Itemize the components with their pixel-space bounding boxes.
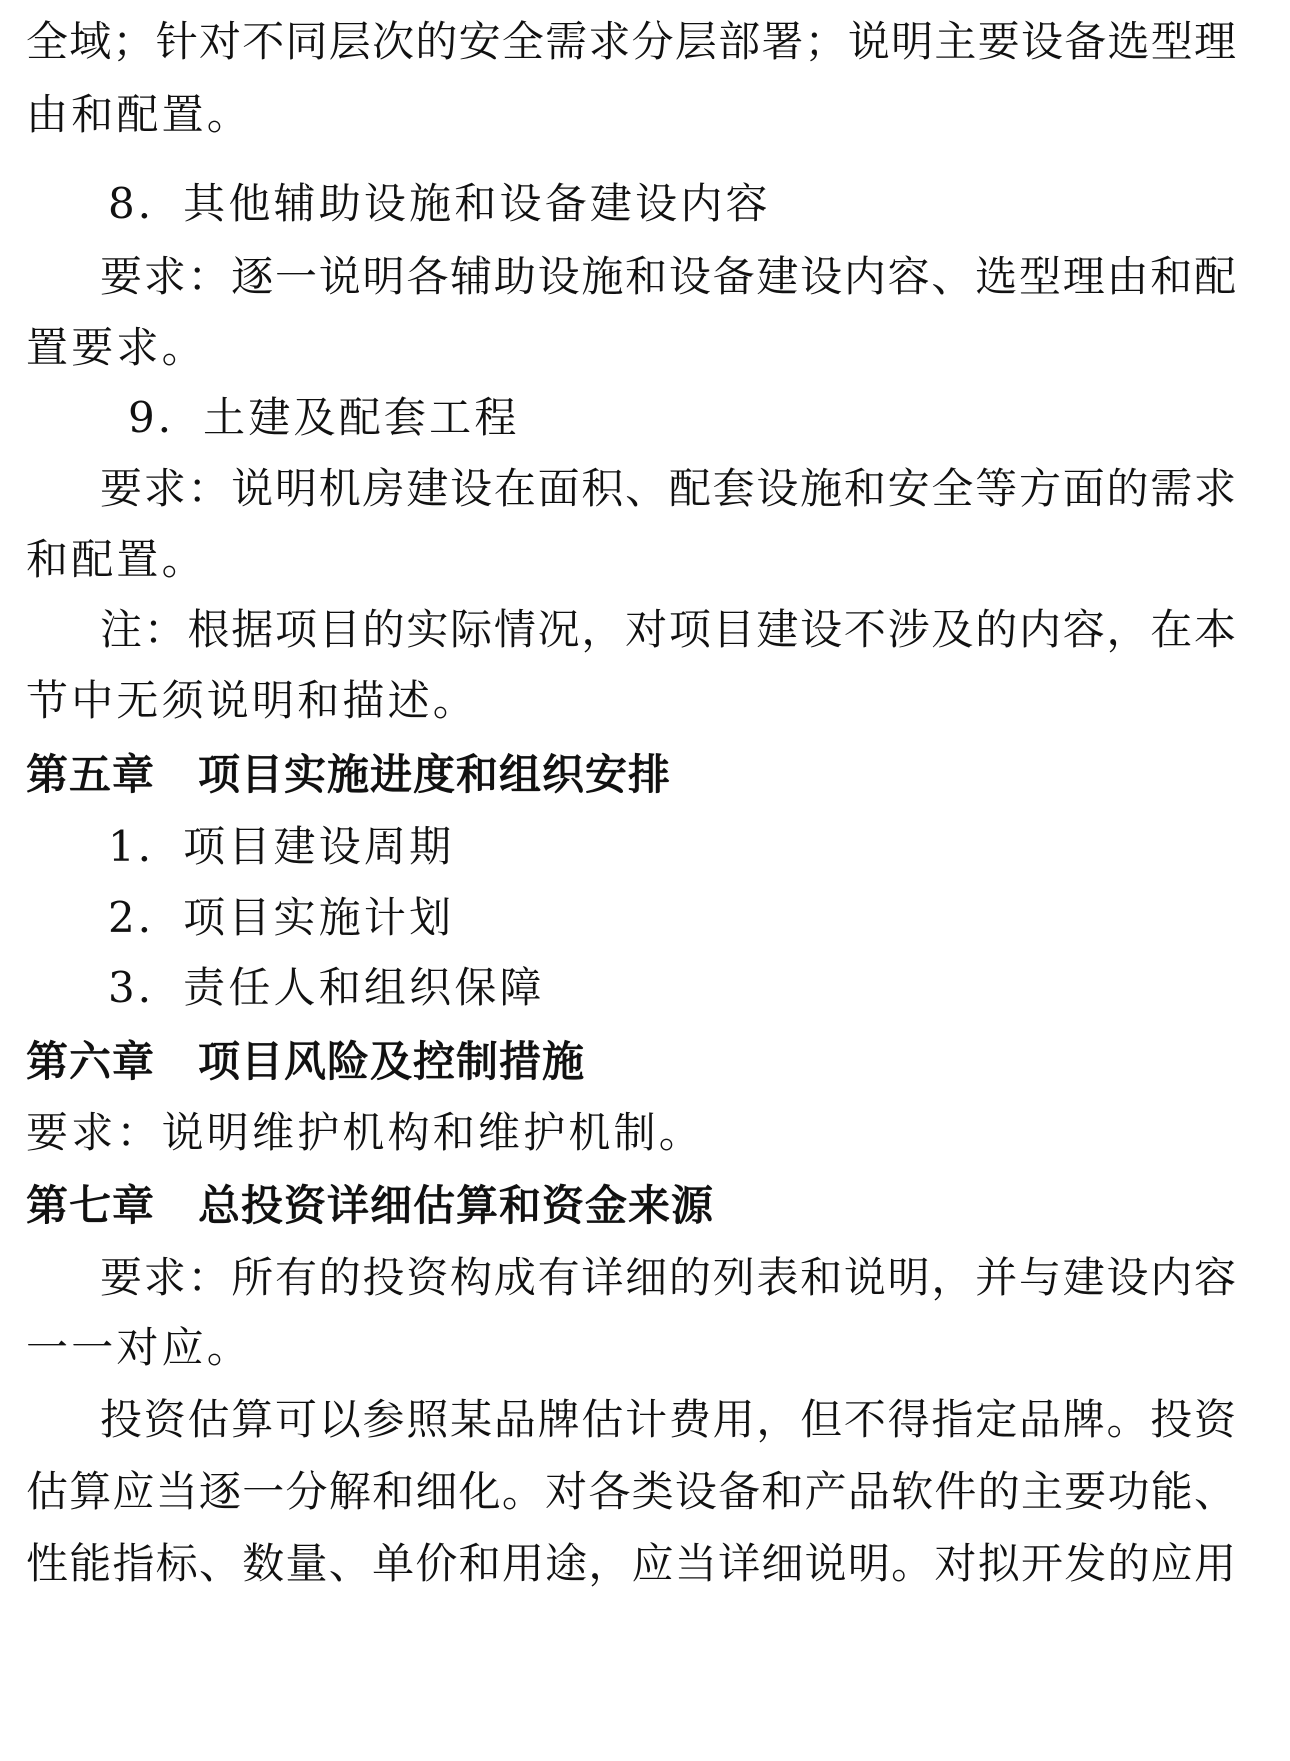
list-item: 8．其他辅助设施和设备建设内容 bbox=[108, 179, 771, 228]
list-item: 9．土建及配套工程 bbox=[128, 393, 520, 442]
list-item: 3．责任人和组织保障 bbox=[108, 963, 545, 1012]
paragraph-line: 一一对应。 bbox=[26, 1323, 253, 1372]
paragraph-line: 由和配置。 bbox=[26, 90, 253, 139]
paragraph-line: 要求：所有的投资构成有详细的列表和说明，并与建设内容 bbox=[100, 1253, 1236, 1302]
chapter-heading: 第七章 总投资详细估算和资金来源 bbox=[26, 1181, 715, 1230]
paragraph-line: 估算应当逐一分解和细化。对各类设备和产品软件的主要功能、 bbox=[26, 1467, 1236, 1516]
paragraph-line: 要求：逐一说明各辅助设施和设备建设内容、选型理由和配 bbox=[100, 252, 1236, 301]
paragraph-line: 投资估算可以参照某品牌估计费用，但不得指定品牌。投资 bbox=[100, 1395, 1236, 1444]
chapter-heading: 第五章 项目实施进度和组织安排 bbox=[26, 750, 672, 799]
paragraph-line: 全域；针对不同层次的安全需求分层部署；说明主要设备选型理 bbox=[26, 17, 1236, 66]
note-line: 注：根据项目的实际情况，对项目建设不涉及的内容，在本 bbox=[100, 605, 1236, 654]
list-item: 1．项目建设周期 bbox=[108, 822, 455, 871]
list-item: 2．项目实施计划 bbox=[108, 893, 455, 942]
paragraph-line: 置要求。 bbox=[26, 323, 207, 372]
paragraph-line: 要求：说明机房建设在面积、配套设施和安全等方面的需求 bbox=[100, 464, 1236, 513]
paragraph-line: 和配置。 bbox=[26, 535, 207, 584]
paragraph-line: 性能指标、数量、单价和用途，应当详细说明。对拟开发的应用 bbox=[26, 1539, 1236, 1588]
note-line: 节中无须说明和描述。 bbox=[26, 676, 479, 725]
chapter-heading: 第六章 项目风险及控制措施 bbox=[26, 1037, 586, 1086]
paragraph-line: 要求：说明维护机构和维护机制。 bbox=[26, 1108, 705, 1157]
